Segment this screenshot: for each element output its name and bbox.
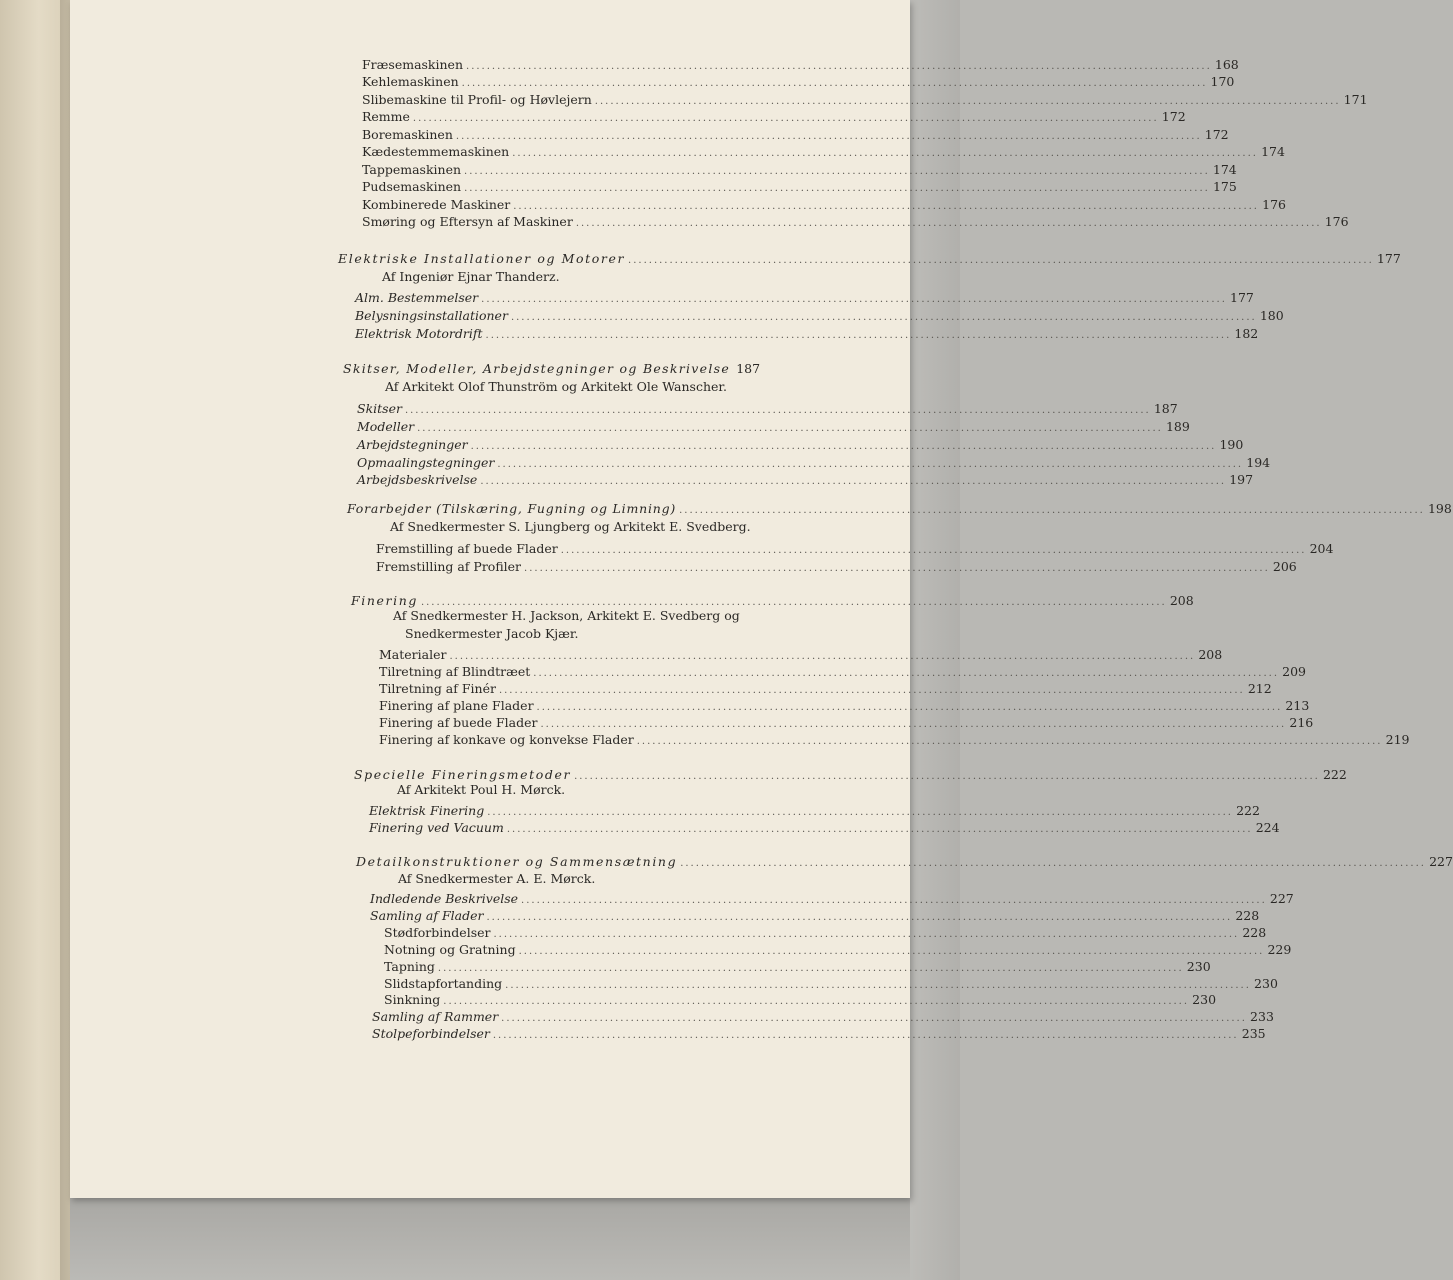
toc-entry-page: 187: [1153, 401, 1178, 416]
toc-leader: ................................................................................................................................................: [493, 929, 1240, 940]
toc-leader: ................................................................................................................................................: [417, 423, 1163, 434]
toc-leader: ................................................................................................................................................: [540, 719, 1287, 730]
toc-entry-page: 208: [1198, 647, 1223, 662]
toc-entry-page: 171: [1343, 92, 1368, 107]
toc-entry: [379, 663, 1306, 681]
toc-section-heading: [338, 250, 1401, 268]
toc-section-page: 198: [1427, 501, 1452, 516]
toc-entry-page: 213: [1285, 698, 1310, 713]
toc-entry-title: Elektrisk Finering: [369, 803, 485, 818]
toc-entry-page: 206: [1272, 559, 1297, 574]
toc-entry: [357, 436, 1244, 454]
toc-entry-page: 233: [1250, 1009, 1274, 1024]
toc-leader: ................................................................................................................................................: [594, 96, 1341, 107]
toc-leader: ................................................................................................................................................: [480, 476, 1227, 487]
toc-entry-page: 190: [1219, 437, 1244, 452]
toc-entry-page: 235: [1241, 1026, 1266, 1041]
toc-entry-title: Finering ved Vacuum: [369, 820, 504, 835]
section-author: Snedkermester Jacob Kjær.: [405, 626, 579, 641]
toc-entry: [355, 307, 1284, 325]
toc-leader: ................................................................................................................................................: [420, 597, 1167, 608]
toc-entry-page: 176: [1324, 214, 1349, 229]
section-author: Af Snedkermester A. E. Mørck.: [398, 871, 596, 886]
toc-leader: ................................................................................................................................................: [518, 946, 1265, 957]
toc-entry-title: Tappemaskinen: [362, 162, 462, 177]
toc-leader: ................................................................................................................................................: [485, 330, 1232, 341]
toc-section-title: Finering: [351, 593, 418, 608]
toc-entry-page: 230: [1254, 976, 1278, 991]
toc-section-heading: [356, 853, 1453, 871]
toc-entry: [379, 731, 1410, 749]
toc-leader: ................................................................................................................................................: [464, 166, 1210, 177]
section-author: Af Arkitekt Olof Thunström og Arkitekt Ole Wanscher.: [385, 379, 727, 394]
toc-entry-page: 219: [1385, 732, 1410, 747]
toc-entry-page: 174: [1261, 144, 1285, 159]
toc-entry-title: Fræsemaskinen: [362, 57, 464, 72]
toc-entry-page: 182: [1234, 326, 1259, 341]
toc-entry-title: Finering af plane Flader: [379, 698, 534, 713]
toc-leader: ................................................................................................................................................: [404, 405, 1151, 416]
toc-entry: [362, 178, 1237, 196]
toc-leader: ................................................................................................................................................: [497, 459, 1244, 470]
toc-entry-page: 194: [1246, 455, 1271, 470]
toc-entry: [362, 143, 1285, 161]
toc-section-title: Forarbejder (Tilskæring, Fugning og Limning): [347, 501, 677, 516]
toc-entry-page: 197: [1229, 472, 1254, 487]
toc-entry-title: Modeller: [357, 419, 415, 434]
toc-leader: ................................................................................................................................................: [574, 771, 1320, 782]
toc-entry-title: Fremstilling af Profiler: [376, 559, 522, 574]
toc-entry: [376, 540, 1334, 558]
toc-entry-title: Slibemaskine til Profil- og Høvlejern: [362, 92, 592, 107]
toc-leader: ................................................................................................................................................: [533, 668, 1279, 679]
toc-leader: ................................................................................................................................................: [455, 131, 1202, 142]
toc-entry-title: Slidstapfortanding: [384, 976, 503, 991]
toc-leader: ................................................................................................................................................: [636, 736, 1383, 747]
toc-leader: ................................................................................................................................................: [437, 963, 1184, 974]
toc-leader: ................................................................................................................................................: [521, 895, 1267, 906]
toc-entry-title: Stolpeforbindelser: [372, 1026, 490, 1041]
toc-entry-title: Arbejdsbeskrivelse: [357, 472, 478, 487]
toc-entry: [369, 802, 1260, 820]
toc-entry: [370, 890, 1294, 908]
toc-entry-title: Skitser: [357, 401, 402, 416]
toc-leader: ................................................................................................................................................: [461, 78, 1208, 89]
toc-entry: [362, 161, 1237, 179]
toc-entry-title: Sinkning: [384, 992, 441, 1007]
toc-leader: ................................................................................................................................................: [536, 702, 1283, 713]
section-author: Af Ingeniør Ejnar Thanderz.: [382, 269, 560, 284]
toc-entry-page: 228: [1242, 925, 1267, 940]
toc-section-title: Elektriske Installationer og Motorer: [338, 251, 626, 266]
toc-entry-page: 175: [1212, 179, 1237, 194]
toc-section-title: Detailkonstruktioner og Sammensætning: [356, 854, 678, 869]
toc-entry: [357, 400, 1178, 418]
toc-entry-page: 228: [1235, 908, 1260, 923]
toc-entry-title: Notning og Gratning: [384, 942, 516, 957]
toc-section-page: 208: [1169, 593, 1194, 608]
toc-leader: ................................................................................................................................................: [512, 148, 1258, 159]
toc-entry: [379, 680, 1272, 698]
toc-leader: ................................................................................................................................................: [449, 651, 1196, 662]
toc-entry-title: Arbejdstegninger: [357, 437, 468, 452]
toc-entry-page: 172: [1204, 127, 1229, 142]
toc-entry-page: 230: [1192, 992, 1217, 1007]
toc-leader: ................................................................................................................................................: [506, 824, 1253, 835]
toc-leader: ................................................................................................................................................: [470, 441, 1217, 452]
toc-section-page: 177: [1376, 251, 1401, 266]
toc-entry: [362, 73, 1235, 91]
toc-leader: ................................................................................................................................................: [628, 255, 1374, 266]
toc-leader: ................................................................................................................................................: [466, 61, 1212, 72]
section-author: Af Snedkermester H. Jackson, Arkitekt E. Svedberg og: [393, 608, 740, 623]
toc-leader: ................................................................................................................................................: [498, 685, 1245, 696]
toc-leader: ................................................................................................................................................: [464, 183, 1210, 194]
toc-entry-title: Belysningsinstallationer: [355, 308, 508, 323]
toc-entry-title: Samling af Rammer: [372, 1009, 499, 1024]
toc-entry-title: Remme: [362, 109, 410, 124]
toc-entry-page: 180: [1259, 308, 1284, 323]
toc-entry: [384, 958, 1211, 976]
toc-entry: [379, 646, 1223, 664]
toc-entry: [384, 991, 1217, 1009]
toc-entry: [362, 56, 1239, 74]
toc-entry: [372, 1008, 1274, 1026]
toc-section-page: 227: [1429, 854, 1453, 869]
toc-entry-page: 224: [1255, 820, 1280, 835]
toc-entry-page: 222: [1236, 803, 1260, 818]
toc-leader: ................................................................................................................................................: [412, 113, 1159, 124]
toc-section-page: 222: [1322, 767, 1347, 782]
toc-entry-page: 168: [1214, 57, 1239, 72]
toc-entry: [384, 924, 1267, 942]
toc-entry-title: Materialer: [379, 647, 447, 662]
toc-leader: ................................................................................................................................................: [510, 312, 1257, 323]
toc-entry: [379, 714, 1314, 732]
toc-entry: [369, 819, 1280, 837]
toc-entry-title: Finering af buede Flader: [379, 715, 538, 730]
toc-entry-page: 174: [1212, 162, 1237, 177]
toc-section-title: Specielle Fineringsmetoder: [354, 767, 572, 782]
toc-entry: [372, 1025, 1266, 1043]
toc-entry-title: Kehlemaskinen: [362, 74, 459, 89]
toc-entry-title: Pudsemaskinen: [362, 179, 462, 194]
toc-entry-page: 229: [1267, 942, 1292, 957]
toc-entry-page: 177: [1230, 290, 1254, 305]
toc-entry: [362, 213, 1349, 231]
toc-leader: ................................................................................................................................................: [560, 545, 1307, 556]
toc-entry: [355, 325, 1259, 343]
toc-leader: ................................................................................................................................................: [492, 1030, 1239, 1041]
toc-leader: ................................................................................................................................................: [505, 980, 1251, 991]
section-author: Af Snedkermester S. Ljungberg og Arkitekt E. Svedberg.: [390, 519, 751, 534]
toc-leader: ................................................................................................................................................: [486, 912, 1233, 923]
toc-leader: ................................................................................................................................................: [513, 201, 1259, 212]
toc-entry: [362, 126, 1229, 144]
toc-leader: ................................................................................................................................................: [575, 218, 1322, 229]
toc-entry: [357, 471, 1254, 489]
toc-entry-page: 170: [1210, 74, 1235, 89]
toc-entry-page: 212: [1247, 681, 1272, 696]
toc-entry: [357, 454, 1271, 472]
toc-entry-title: Indledende Beskrivelse: [370, 891, 519, 906]
toc-entry-title: Elektrisk Motordrift: [355, 326, 483, 341]
toc-entry-page: 189: [1165, 419, 1190, 434]
toc-leader: ................................................................................................................................................: [487, 807, 1233, 818]
section-author: Af Arkitekt Poul H. Mørck.: [397, 782, 566, 797]
toc-section-heading: [343, 360, 796, 378]
toc-entry-title: Samling af Flader: [370, 908, 484, 923]
toc-leader: ................................................................................................................................................: [443, 996, 1190, 1007]
toc-entry: [362, 108, 1186, 126]
toc-entry: [357, 418, 1190, 436]
toc-entry-page: 176: [1262, 197, 1286, 212]
toc-entry-page: 230: [1186, 959, 1211, 974]
toc-leader: ................................................................................................................................................: [481, 294, 1227, 305]
toc-entry: [362, 91, 1368, 109]
toc-entry: [370, 907, 1260, 925]
toc-entry: [376, 558, 1297, 576]
toc-entry: [379, 697, 1310, 715]
toc-leader: ................................................................................................................................................: [501, 1013, 1247, 1024]
toc-entry-title: Kombinerede Maskiner: [362, 197, 511, 212]
toc-entry-title: Opmaalingstegninger: [357, 455, 495, 470]
toc-entry-title: Alm. Bestemmelser: [355, 290, 479, 305]
toc-entry-title: Boremaskinen: [362, 127, 453, 142]
toc-entry: [384, 941, 1292, 959]
toc-leader: ................................................................................................................................................: [680, 858, 1426, 869]
toc-entry-title: Tapning: [384, 959, 435, 974]
toc-entry-title: Stødforbindelser: [384, 925, 491, 940]
toc-section-title: Skitser, Modeller, Arbejdstegninger og Beskrivelse: [343, 361, 731, 376]
toc-entry: [355, 289, 1254, 307]
toc-entry-page: 216: [1289, 715, 1314, 730]
toc-leader: ................................................................................................................................................: [524, 563, 1270, 574]
toc-entry-title: Smøring og Eftersyn af Maskiner: [362, 214, 573, 229]
toc-entry-title: Finering af konkave og konvekse Flader: [379, 732, 634, 747]
toc-entry: [362, 196, 1286, 214]
toc-entry-title: Kædestemmemaskinen: [362, 144, 510, 159]
toc-section-page: 187: [736, 361, 761, 376]
toc-entry-page: 172: [1161, 109, 1186, 124]
toc-section-heading: [347, 500, 1452, 518]
toc-entry-title: Tilretning af Blindtræet: [379, 664, 531, 679]
toc-leader: ................................................................................................................................................: [679, 505, 1425, 516]
toc-entry-page: 209: [1282, 664, 1306, 679]
toc-entry-title: Fremstilling af buede Flader: [376, 541, 558, 556]
toc-entry-page: 204: [1309, 541, 1334, 556]
toc-entry-title: Tilretning af Finér: [379, 681, 496, 696]
toc-entry-page: 227: [1269, 891, 1294, 906]
